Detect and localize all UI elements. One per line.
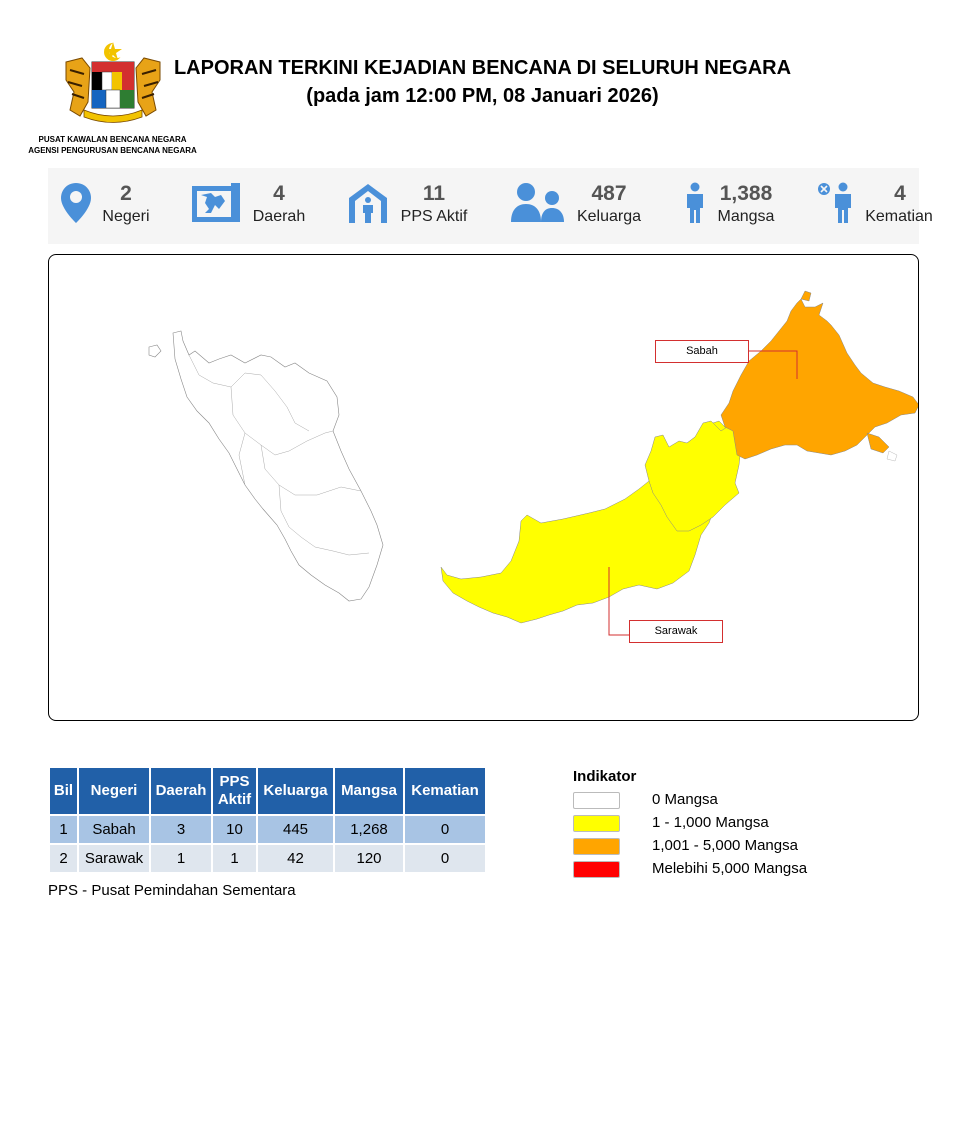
title-line-2: (pada jam 12:00 PM, 08 Januari 2026) (306, 85, 659, 107)
table-row (50, 845, 485, 872)
agency-line-2: AGENSI PENGURUSAN BENCANA NEGARA (28, 146, 197, 155)
location-pin-icon (60, 182, 92, 224)
stats-bar (48, 168, 919, 244)
cell-mangsa: 120 (335, 845, 403, 872)
stat-kematian-value: 4 (894, 182, 906, 205)
malaysia-map (48, 254, 919, 721)
sabah-callout: Sabah (655, 340, 749, 363)
cell-kematian: 0 (405, 845, 485, 872)
col-pps-aktif-label: PPS Aktif (217, 773, 252, 808)
stat-mangsa-label: Mangsa (717, 208, 775, 225)
map-canvas (49, 255, 919, 721)
stat-negeri-label: Negeri (102, 208, 150, 225)
disaster-table (48, 766, 487, 874)
cell-negeri: Sabah (79, 816, 149, 843)
stat-daerah-label: Daerah (252, 208, 306, 225)
sarawak-callout: Sarawak (629, 620, 723, 643)
title-line-1: LAPORAN TERKINI KEJADIAN BENCANA DI SELURUH NEGARA (173, 57, 792, 79)
table-header-row (50, 768, 485, 814)
agency-line-1: PUSAT KAWALAN BENCANA NEGARA (38, 135, 187, 144)
cell-kematian: 0 (405, 816, 485, 843)
col-keluarga: Keluarga (258, 768, 333, 814)
table-row (50, 816, 485, 843)
stat-pps-label: PPS Aktif (400, 208, 468, 225)
district-map-icon (191, 183, 241, 223)
cell-mangsa: 1,268 (335, 816, 403, 843)
agency-name (10, 134, 215, 156)
person-icon (684, 182, 706, 224)
coat-of-arms-logo (60, 40, 166, 126)
cell-bil: 2 (50, 845, 77, 872)
shelter-icon (347, 182, 389, 224)
stat-pps-value: 11 (422, 182, 446, 205)
legend-swatch-high (573, 861, 620, 878)
legend-swatch-medium (573, 838, 620, 855)
sabah-region (721, 299, 919, 459)
legend-swatch-low (573, 815, 620, 832)
stat-kematian-label: Kematian (865, 208, 933, 225)
cell-bil: 1 (50, 816, 77, 843)
legend-label: 0 Mangsa (652, 791, 718, 808)
col-negeri: Negeri (79, 768, 149, 814)
legend-label: 1,001 - 5,000 Mangsa (652, 837, 798, 854)
cell-daerah: 1 (151, 845, 211, 872)
stat-daerah-value: 4 (273, 182, 285, 205)
legend-swatch-none (573, 792, 620, 809)
cell-keluarga: 42 (258, 845, 333, 872)
col-bil: Bil (50, 768, 77, 814)
col-daerah: Daerah (151, 768, 211, 814)
legend-label: 1 - 1,000 Mangsa (652, 814, 769, 831)
stat-keluarga-value: 487 (591, 182, 627, 205)
peninsular-malaysia-region (173, 331, 383, 601)
death-icon (816, 182, 856, 224)
legend-label: Melebihi 5,000 Mangsa (652, 860, 808, 877)
stat-mangsa-value: 1,388 (719, 182, 773, 205)
col-mangsa: Mangsa (335, 768, 403, 814)
cell-keluarga: 445 (258, 816, 333, 843)
family-icon (510, 182, 566, 224)
stat-negeri-value: 2 (120, 182, 132, 205)
cell-daerah: 3 (151, 816, 211, 843)
col-kematian: Kematian (405, 768, 485, 814)
col-pps-aktif (213, 768, 256, 814)
legend-title: Indikator (573, 768, 637, 785)
cell-pps: 1 (213, 845, 256, 872)
report-title (160, 54, 805, 110)
cell-pps: 10 (213, 816, 256, 843)
stat-keluarga-label: Keluarga (576, 208, 642, 225)
cell-negeri: Sarawak (79, 845, 149, 872)
table-footnote: PPS - Pusat Pemindahan Sementara (48, 882, 296, 899)
